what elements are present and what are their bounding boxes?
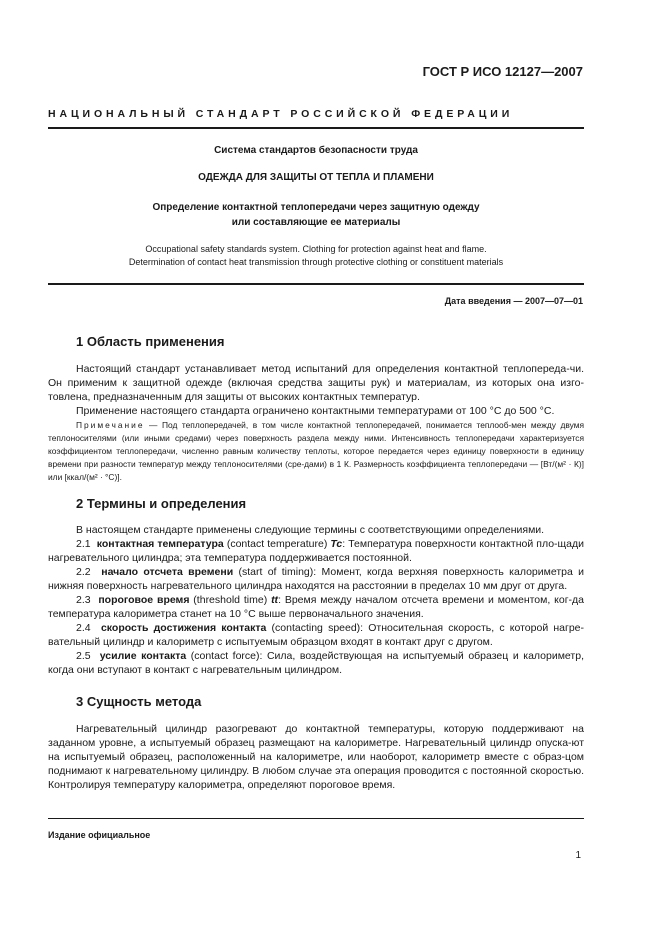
- introduction-date: Дата введения — 2007—07—01: [444, 296, 583, 306]
- section-1-note: [48, 419, 584, 484]
- section-1-paragraph-1: Настоящий стандарт устанавливает метод испытаний для определения контактной теплопереда-чи. Он применим к защитной одежде (включая средства защиты рук) и материалам, из которых она изго-товлена, предназначенным для защиты от высоких контактных температур.: [48, 363, 584, 403]
- note-text: — Под теплопередачей, в том числе контактной теплопередачей, понимается теплооб-мен между двумя теплоносителями (или иными средами) через поверхность раздела между ними. Интенсивность теплопередачи характеризуется коэффициентом теплопередачи, численно равным количеству теплоты, которое передается через единицу поверхности в единицу времени при разности температур между теплоносителями (сре-дами) в 1 К. Размерность коэффициента теплопередачи — [Вт/(м² · К)] или [ккал/(м² · °С)].: [48, 420, 584, 482]
- header-rule: [48, 127, 584, 129]
- section-3-heading: 3 Сущность метода: [76, 694, 202, 709]
- subtitle-line-2: или составляющие ее материалы: [231, 217, 401, 228]
- term-symbol: Tc: [330, 538, 343, 550]
- english-title-line-1: Occupational safety standards system. Clothing for protection against heat and flame.: [145, 244, 487, 254]
- term-name: контактная температура: [96, 538, 224, 550]
- english-title: [48, 243, 584, 269]
- document-title: ОДЕЖДА ДЛЯ ЗАЩИТЫ ОТ ТЕПЛА И ПЛАМЕНИ: [198, 172, 434, 183]
- note-label: Примечание: [76, 420, 145, 430]
- section-3-paragraph-1: Нагревательный цилиндр разогревают до контактной температуры, которую поддерживают на заданном уровне, а испытуемый образец размещают на калориметре. Нагревательный цилиндр опуска-ют на испытуемый образец, расположенный на калориметре, или наоборот, калориметр вместе с образ-цом поднимают к нагревательному цилиндру. В любом случае эта операция проводится с постоянной скоростью. Контролируя температуру калориметра, определяют пороговое время.: [48, 723, 584, 791]
- term-2-5: 2.5 усилие контакта (contact force): Сила, воздействующая на испытуемый образец и калориметр, когда они вступают в контакт с нагревательным цилиндром.: [48, 650, 584, 676]
- page-number: 1: [575, 850, 581, 861]
- section-1-paragraph-2: Применение настоящего стандарта ограничено контактными температурами от 100 °С до 500 °С.: [76, 405, 555, 417]
- standards-system-title: Система стандартов безопасности труда: [214, 145, 418, 156]
- term-name: усилие контакта: [99, 650, 187, 662]
- title-rule: [48, 283, 584, 285]
- term-symbol: tt: [271, 594, 279, 606]
- document-code: ГОСТ Р ИСО 12127—2007: [422, 64, 583, 79]
- national-standard-banner: НАЦИОНАЛЬНЫЙ СТАНДАРТ РОССИЙСКОЙ ФЕДЕРАЦИИ: [48, 108, 514, 120]
- section-1-body: [48, 362, 584, 418]
- section-3-body: [48, 722, 584, 792]
- section-2-body: [48, 523, 584, 677]
- footer-rule: [48, 818, 584, 819]
- term-2-3: 2.3 пороговое время (threshold time) tt: Время между началом отсчета времени и моментом, ког-да температура калориметра станет на 10 °С выше первоначального значения.: [48, 594, 584, 620]
- english-title-line-2: Determination of contact heat transmission through protective clothing or constituent materials: [128, 257, 504, 267]
- document-subtitle: [48, 200, 584, 230]
- subtitle-line-1: Определение контактной теплопередачи через защитную одежду: [152, 202, 480, 213]
- term-2-2: 2.2 начало отсчета времени (start of timing): Момент, когда верхняя поверхность калориметра и нижняя поверхность нагревательного цилиндра находятся на расстоянии в пределах 10 мм друг от друга.: [48, 566, 585, 592]
- term-name: скорость достижения контакта: [100, 622, 267, 634]
- official-edition-label: Издание официальное: [48, 830, 151, 840]
- section-2-intro: В настоящем стандарте применены следующие термины с соответствующими определениями.: [76, 524, 545, 536]
- term-2-4: 2.4 скорость достижения контакта (contacting speed): Относительная скорость, с которой нагре-вательный цилиндр и калориметр с испытуемым образцом входят в контакт друг с другом.: [48, 622, 585, 648]
- section-1-heading: 1 Область применения: [76, 334, 225, 349]
- section-2-heading: 2 Термины и определения: [76, 496, 247, 511]
- term-2-1: 2.1 контактная температура (contact temperature) Tc: Температура поверхности контактной пло-щади нагревательного цилиндра; эта температура поддерживается постоянной.: [48, 538, 584, 564]
- term-name: пороговое время: [98, 594, 190, 606]
- term-name: начало отсчета времени: [101, 566, 234, 578]
